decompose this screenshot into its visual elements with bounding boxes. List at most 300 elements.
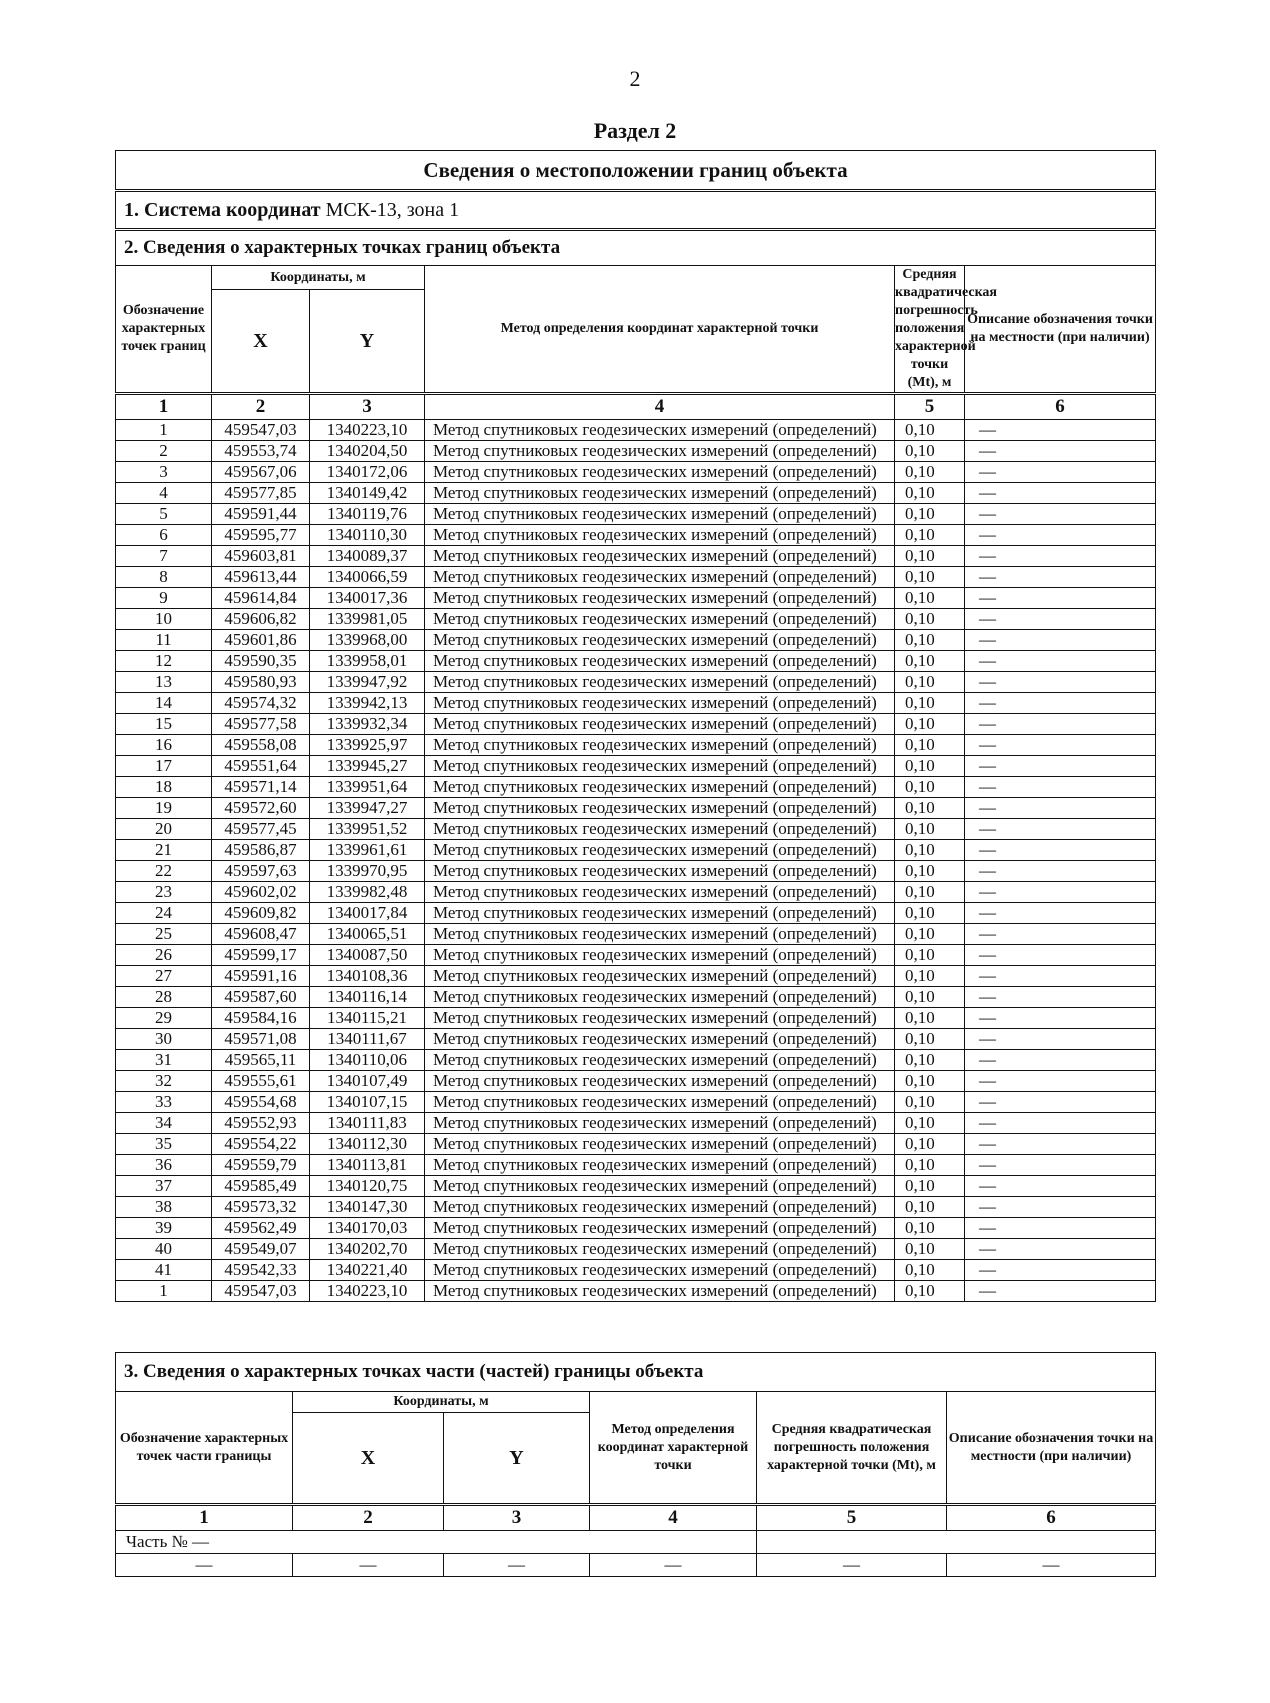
coordinate-y: 1340110,30: [310, 525, 425, 546]
point-number: 7: [116, 546, 212, 567]
error-value: 0,10: [895, 777, 965, 798]
method: Метод спутниковых геодезических измерений (определений): [425, 819, 895, 840]
point-number: 1: [116, 1281, 212, 1302]
error-value: 0,10: [895, 525, 965, 546]
coordinate-x: 459601,86: [212, 630, 310, 651]
method: Метод спутниковых геодезических измерений (определений): [425, 588, 895, 609]
coordinate-y: 1340112,30: [310, 1134, 425, 1155]
point-number: 29: [116, 1008, 212, 1029]
coordinate-y: 1340017,36: [310, 588, 425, 609]
coordinate-y: 1339951,64: [310, 777, 425, 798]
error-value: 0,10: [895, 840, 965, 861]
coordinate-x: 459572,60: [212, 798, 310, 819]
description: —: [965, 1071, 1156, 1092]
method: Метод спутниковых геодезических измерений (определений): [425, 924, 895, 945]
description: —: [965, 630, 1156, 651]
error-value: 0,10: [895, 1197, 965, 1218]
error-value: 0,10: [895, 462, 965, 483]
coordinate-x: 459584,16: [212, 1008, 310, 1029]
method: Метод спутниковых геодезических измерений (определений): [425, 651, 895, 672]
table-row: [116, 945, 1156, 966]
error-value: 0,10: [895, 819, 965, 840]
coordinate-x: 459603,81: [212, 546, 310, 567]
error-value: 0,10: [895, 693, 965, 714]
method: Метод спутниковых геодезических измерений (определений): [425, 546, 895, 567]
description: —: [965, 1281, 1156, 1302]
description: —: [965, 756, 1156, 777]
table-row: [116, 651, 1156, 672]
method: Метод спутниковых геодезических измерений (определений): [425, 1218, 895, 1239]
method: Метод спутниковых геодезических измерений (определений): [425, 756, 895, 777]
parts-header-error: Средняя квадратическая погрешность положения характерной точки (Mt), м: [757, 1392, 947, 1505]
error-value: 0,10: [895, 1113, 965, 1134]
table-row: [116, 1071, 1156, 1092]
method: Метод спутниковых геодезических измерений (определений): [425, 441, 895, 462]
description: —: [965, 924, 1156, 945]
coordinate-y: 1340107,15: [310, 1092, 425, 1113]
column-number: 6: [947, 1505, 1156, 1531]
point-number: 4: [116, 483, 212, 504]
table-row: [116, 441, 1156, 462]
table-row: [116, 504, 1156, 525]
method: Метод спутниковых геодезических измерений (определений): [425, 525, 895, 546]
error-value: 0,10: [895, 609, 965, 630]
error-value: 0,10: [895, 1029, 965, 1050]
table-row: [116, 1218, 1156, 1239]
column-number: 2: [293, 1505, 444, 1531]
error-value: 0,10: [895, 714, 965, 735]
point-number: 23: [116, 882, 212, 903]
method: Метод спутниковых геодезических измерений (определений): [425, 861, 895, 882]
coordinate-x: 459577,58: [212, 714, 310, 735]
coordinate-y: 1339981,05: [310, 609, 425, 630]
method: Метод спутниковых геодезических измерений (определений): [425, 672, 895, 693]
error-value: 0,10: [895, 420, 965, 441]
header-y: Y: [310, 290, 425, 394]
parts-table-title: 3. Сведения о характерных точках части (частей) границы объекта: [116, 1353, 1156, 1392]
coordinate-x: 459591,44: [212, 504, 310, 525]
table-row: [116, 1113, 1156, 1134]
error-value: 0,10: [895, 924, 965, 945]
error-value: 0,10: [895, 1260, 965, 1281]
table-row: [116, 1155, 1156, 1176]
method: Метод спутниковых геодезических измерений (определений): [425, 1029, 895, 1050]
description: —: [965, 1008, 1156, 1029]
table-row: [116, 1197, 1156, 1218]
dash-cell: —: [116, 1554, 293, 1577]
description: —: [965, 987, 1156, 1008]
coordinate-y: 1340147,30: [310, 1197, 425, 1218]
coordinate-y: 1340221,40: [310, 1260, 425, 1281]
part-row: [116, 1531, 1156, 1554]
point-number: 33: [116, 1092, 212, 1113]
description: —: [965, 1029, 1156, 1050]
column-number: 1: [116, 1505, 293, 1531]
coordinate-x: 459609,82: [212, 903, 310, 924]
column-number: 4: [590, 1505, 757, 1531]
description: —: [965, 546, 1156, 567]
coordinate-y: 1340111,67: [310, 1029, 425, 1050]
description: —: [965, 651, 1156, 672]
table-row: [116, 882, 1156, 903]
page-number: 2: [629, 66, 641, 91]
parts-header-x: X: [293, 1413, 444, 1505]
point-number: 9: [116, 588, 212, 609]
error-value: 0,10: [895, 798, 965, 819]
method: Метод спутниковых геодезических измерений (определений): [425, 735, 895, 756]
coordinate-y: 1339945,27: [310, 756, 425, 777]
description: —: [965, 504, 1156, 525]
error-value: 0,10: [895, 1071, 965, 1092]
description: —: [965, 1218, 1156, 1239]
coordinate-y: 1339958,01: [310, 651, 425, 672]
column-numbers: [116, 394, 1156, 420]
coordinate-y: 1339961,61: [310, 840, 425, 861]
point-number: 35: [116, 1134, 212, 1155]
error-value: 0,10: [895, 651, 965, 672]
coordinate-y: 1340120,75: [310, 1176, 425, 1197]
coordinate-x: 459613,44: [212, 567, 310, 588]
point-number: 11: [116, 630, 212, 651]
coordinate-y: 1340116,14: [310, 987, 425, 1008]
coordinate-y: 1339947,92: [310, 672, 425, 693]
parts-header-method: Метод определения координат характерной точки: [590, 1392, 757, 1505]
table-row: [116, 462, 1156, 483]
table-row: [116, 1260, 1156, 1281]
point-number: 20: [116, 819, 212, 840]
header-designation: Обозначение характерных точек границ: [116, 266, 212, 394]
coordinate-x: 459614,84: [212, 588, 310, 609]
dash-cell: —: [590, 1554, 757, 1577]
point-number: 31: [116, 1050, 212, 1071]
point-number: 15: [116, 714, 212, 735]
coordinate-x: 459554,22: [212, 1134, 310, 1155]
description: —: [965, 693, 1156, 714]
coordinate-y: 1339951,52: [310, 819, 425, 840]
point-number: 32: [116, 1071, 212, 1092]
error-value: 0,10: [895, 1239, 965, 1260]
coordinate-x: 459547,03: [212, 420, 310, 441]
error-value: 0,10: [895, 987, 965, 1008]
method: Метод спутниковых геодезических измерений (определений): [425, 693, 895, 714]
table-row: [116, 1008, 1156, 1029]
coordinate-y: 1340113,81: [310, 1155, 425, 1176]
method: Метод спутниковых геодезических измерений (определений): [425, 1281, 895, 1302]
coordinate-x: 459595,77: [212, 525, 310, 546]
error-value: 0,10: [895, 1092, 965, 1113]
table-row: [116, 924, 1156, 945]
point-number: 12: [116, 651, 212, 672]
table-row: [116, 1029, 1156, 1050]
error-value: 0,10: [895, 861, 965, 882]
description: —: [965, 966, 1156, 987]
coordinate-y: 1339982,48: [310, 882, 425, 903]
table-row: [116, 798, 1156, 819]
table-row: [116, 609, 1156, 630]
error-value: 0,10: [895, 1134, 965, 1155]
coordinate-y: 1339932,34: [310, 714, 425, 735]
column-number: 6: [965, 394, 1156, 420]
coordinate-x: 459580,93: [212, 672, 310, 693]
table-row: [116, 1239, 1156, 1260]
table-row: [116, 672, 1156, 693]
coordinate-system-label: 1. Система координат: [124, 198, 321, 221]
point-number: 25: [116, 924, 212, 945]
description: —: [965, 483, 1156, 504]
column-number: 4: [425, 394, 895, 420]
error-value: 0,10: [895, 756, 965, 777]
table-row: [116, 756, 1156, 777]
coordinate-x: 459559,79: [212, 1155, 310, 1176]
method: Метод спутниковых геодезических измерений (определений): [425, 882, 895, 903]
table-row: [116, 903, 1156, 924]
error-value: 0,10: [895, 945, 965, 966]
header-error: Средняя квадратическая погрешность положения характерной точки (Mt), м: [895, 266, 965, 394]
table-row: [116, 819, 1156, 840]
table-row: [116, 777, 1156, 798]
method: Метод спутниковых геодезических измерений (определений): [425, 630, 895, 651]
error-value: 0,10: [895, 1281, 965, 1302]
method: Метод спутниковых геодезических измерений (определений): [425, 840, 895, 861]
point-number: 2: [116, 441, 212, 462]
description: —: [965, 735, 1156, 756]
point-number: 1: [116, 420, 212, 441]
point-number: 39: [116, 1218, 212, 1239]
parts-header-y: Y: [444, 1413, 590, 1505]
method: Метод спутниковых геодезических измерений (определений): [425, 798, 895, 819]
point-number: 13: [116, 672, 212, 693]
coordinate-system: [116, 191, 1156, 230]
coordinate-system-value: МСК-13, зона 1: [325, 198, 460, 221]
method: Метод спутниковых геодезических измерений (определений): [425, 1155, 895, 1176]
error-value: 0,10: [895, 504, 965, 525]
point-number: 40: [116, 1239, 212, 1260]
error-value: 0,10: [895, 1218, 965, 1239]
method: Метод спутниковых геодезических измерений (определений): [425, 714, 895, 735]
error-value: 0,10: [895, 1155, 965, 1176]
coordinate-y: 1339970,95: [310, 861, 425, 882]
point-number: 6: [116, 525, 212, 546]
header-description: Описание обозначения точки на местности (при наличии): [965, 266, 1156, 394]
coordinate-y: 1340170,03: [310, 1218, 425, 1239]
column-number: 3: [310, 394, 425, 420]
description: —: [965, 903, 1156, 924]
dash-row: [116, 1554, 1156, 1577]
table-row: [116, 546, 1156, 567]
error-value: 0,10: [895, 630, 965, 651]
column-number: 1: [116, 394, 212, 420]
description: —: [965, 1134, 1156, 1155]
point-number: 8: [116, 567, 212, 588]
coordinate-y: 1340172,06: [310, 462, 425, 483]
point-number: 14: [116, 693, 212, 714]
method: Метод спутниковых геодезических измерений (определений): [425, 483, 895, 504]
description: —: [965, 714, 1156, 735]
description: —: [965, 1197, 1156, 1218]
point-number: 28: [116, 987, 212, 1008]
column-number: 5: [757, 1505, 947, 1531]
header-coordinates: Координаты, м: [212, 266, 425, 290]
part-label: Часть № —: [116, 1531, 757, 1554]
method: Метод спутниковых геодезических измерений (определений): [425, 567, 895, 588]
coordinate-y: 1339947,27: [310, 798, 425, 819]
method: Метод спутниковых геодезических измерений (определений): [425, 1134, 895, 1155]
description: —: [965, 1176, 1156, 1197]
coordinate-y: 1340110,06: [310, 1050, 425, 1071]
coordinate-x: 459585,49: [212, 1176, 310, 1197]
table-row: [116, 630, 1156, 651]
method: Метод спутниковых геодезических измерений (определений): [425, 945, 895, 966]
method: Метод спутниковых геодезических измерений (определений): [425, 1092, 895, 1113]
table-row: [116, 987, 1156, 1008]
table-row: [116, 420, 1156, 441]
table-row: [116, 1092, 1156, 1113]
description: —: [965, 882, 1156, 903]
description: —: [965, 798, 1156, 819]
coordinate-x: 459599,17: [212, 945, 310, 966]
coordinate-x: 459562,49: [212, 1218, 310, 1239]
coordinate-x: 459558,08: [212, 735, 310, 756]
table-row: [116, 714, 1156, 735]
points-body: [116, 420, 1156, 1302]
error-value: 0,10: [895, 882, 965, 903]
coordinate-y: 1340087,50: [310, 945, 425, 966]
coordinate-x: 459591,16: [212, 966, 310, 987]
parts-header-designation: Обозначение характерных точек части границы: [116, 1392, 293, 1505]
method: Метод спутниковых геодезических измерений (определений): [425, 609, 895, 630]
point-number: 30: [116, 1029, 212, 1050]
point-number: 38: [116, 1197, 212, 1218]
coordinate-y: 1340149,42: [310, 483, 425, 504]
coordinate-y: 1340017,84: [310, 903, 425, 924]
coordinate-x: 459577,45: [212, 819, 310, 840]
coordinate-x: 459555,61: [212, 1071, 310, 1092]
table-row: [116, 693, 1156, 714]
table-row: [116, 1134, 1156, 1155]
description: —: [965, 1092, 1156, 1113]
method: Метод спутниковых геодезических измерений (определений): [425, 1050, 895, 1071]
column-number: 5: [895, 394, 965, 420]
description: —: [965, 588, 1156, 609]
coordinate-x: 459554,68: [212, 1092, 310, 1113]
coordinate-y: 1340223,10: [310, 420, 425, 441]
method: Метод спутниковых геодезических измерений (определений): [425, 420, 895, 441]
parts-column-numbers: [116, 1505, 1156, 1531]
point-number: 5: [116, 504, 212, 525]
point-number: 24: [116, 903, 212, 924]
coordinate-y: 1340119,76: [310, 504, 425, 525]
coordinate-x: 459606,82: [212, 609, 310, 630]
coordinate-y: 1340089,37: [310, 546, 425, 567]
coordinate-y: 1340108,36: [310, 966, 425, 987]
error-value: 0,10: [895, 735, 965, 756]
table-row: [116, 588, 1156, 609]
point-number: 18: [116, 777, 212, 798]
column-number: 3: [444, 1505, 590, 1531]
point-number: 16: [116, 735, 212, 756]
header-x: X: [212, 290, 310, 394]
method: Метод спутниковых геодезических измерений (определений): [425, 987, 895, 1008]
description: —: [965, 840, 1156, 861]
error-value: 0,10: [895, 903, 965, 924]
description: —: [965, 777, 1156, 798]
dash-cell: —: [947, 1554, 1156, 1577]
coordinate-y: 1339942,13: [310, 693, 425, 714]
coordinate-x: 459597,63: [212, 861, 310, 882]
table-row: [116, 735, 1156, 756]
error-value: 0,10: [895, 966, 965, 987]
coordinate-x: 459586,87: [212, 840, 310, 861]
error-value: 0,10: [895, 672, 965, 693]
coordinate-y: 1340066,59: [310, 567, 425, 588]
error-value: 0,10: [895, 567, 965, 588]
description: —: [965, 420, 1156, 441]
coordinate-x: 459571,14: [212, 777, 310, 798]
table-row: [116, 567, 1156, 588]
column-number: 2: [212, 394, 310, 420]
description: —: [965, 1239, 1156, 1260]
parts-header-coordinates: Координаты, м: [293, 1392, 590, 1413]
coordinate-x: 459573,32: [212, 1197, 310, 1218]
coordinate-x: 459577,85: [212, 483, 310, 504]
coordinate-x: 459552,93: [212, 1113, 310, 1134]
method: Метод спутниковых геодезических измерений (определений): [425, 1197, 895, 1218]
description: —: [965, 1155, 1156, 1176]
coordinate-y: 1340202,70: [310, 1239, 425, 1260]
coordinate-x: 459542,33: [212, 1260, 310, 1281]
point-number: 3: [116, 462, 212, 483]
coordinate-x: 459574,32: [212, 693, 310, 714]
section-title: Раздел 2: [593, 118, 677, 143]
error-value: 0,10: [895, 483, 965, 504]
table-title: Сведения о местоположении границ объекта: [116, 151, 1156, 191]
coordinate-x: 459608,47: [212, 924, 310, 945]
boundary-location-table: [115, 150, 1156, 1302]
description: —: [965, 1050, 1156, 1071]
coordinate-y: 1340065,51: [310, 924, 425, 945]
point-number: 10: [116, 609, 212, 630]
coordinate-x: 459571,08: [212, 1029, 310, 1050]
error-value: 0,10: [895, 1050, 965, 1071]
point-number: 34: [116, 1113, 212, 1134]
error-value: 0,10: [895, 1008, 965, 1029]
table-row: [116, 861, 1156, 882]
point-number: 36: [116, 1155, 212, 1176]
coordinate-x: 459551,64: [212, 756, 310, 777]
point-number: 22: [116, 861, 212, 882]
method: Метод спутниковых геодезических измерений (определений): [425, 777, 895, 798]
dash-cell: —: [757, 1554, 947, 1577]
error-value: 0,10: [895, 1176, 965, 1197]
error-value: 0,10: [895, 588, 965, 609]
table-row: [116, 966, 1156, 987]
coordinate-x: 459565,11: [212, 1050, 310, 1071]
method: Метод спутниковых геодезических измерений (определений): [425, 1260, 895, 1281]
description: —: [965, 525, 1156, 546]
table-row: [116, 1050, 1156, 1071]
method: Метод спутниковых геодезических измерений (определений): [425, 966, 895, 987]
point-number: 17: [116, 756, 212, 777]
error-value: 0,10: [895, 546, 965, 567]
point-number: 41: [116, 1260, 212, 1281]
part-empty: [757, 1531, 1156, 1554]
table-row: [116, 1176, 1156, 1197]
description: —: [965, 441, 1156, 462]
point-number: 27: [116, 966, 212, 987]
table-row: [116, 1281, 1156, 1302]
point-number: 19: [116, 798, 212, 819]
coordinate-y: 1340107,49: [310, 1071, 425, 1092]
